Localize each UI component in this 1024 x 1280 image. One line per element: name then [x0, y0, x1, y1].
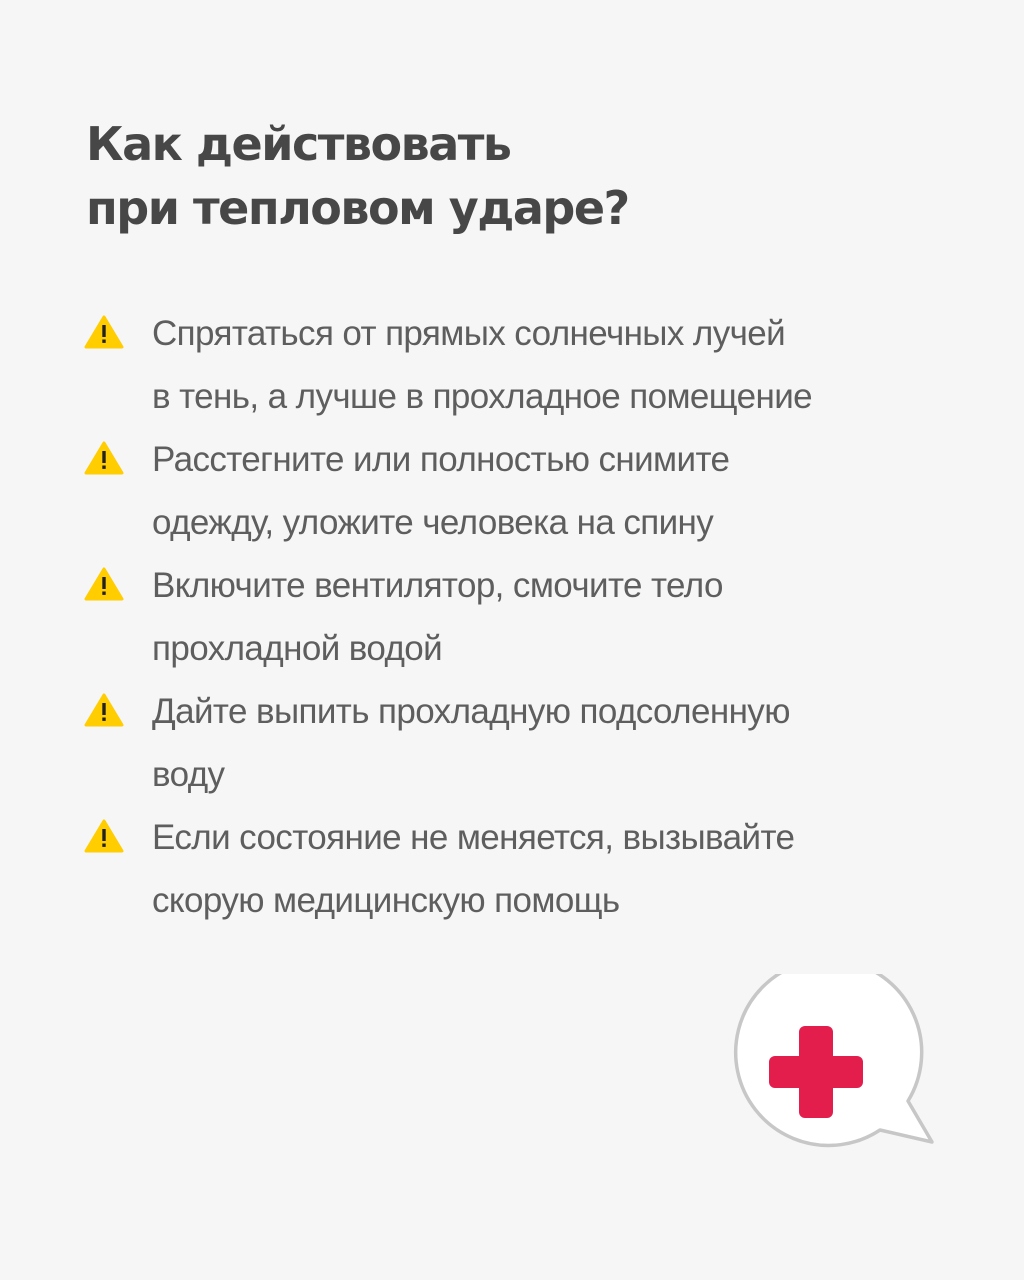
warning-icon [84, 819, 124, 853]
list-item [84, 806, 812, 932]
list-item [84, 428, 812, 554]
list-item [84, 554, 812, 680]
warning-icon [84, 693, 124, 727]
list-item-text: Спрятаться от прямых солнечных лучей в тень, а лучше в прохладное помещение [152, 314, 813, 416]
medical-cross-badge [718, 974, 938, 1174]
list-item-text: Дайте выпить прохладную подсоленную воду [152, 692, 790, 794]
list-item [84, 302, 812, 428]
title-line-2: при тепловом ударе? [86, 181, 629, 235]
warning-icon [84, 567, 124, 601]
warning-icon [84, 315, 124, 349]
list-item-text: Расстегните или полностью снимите одежду, уложите человека на спину [152, 440, 730, 542]
list-item [84, 680, 812, 806]
list-item-text: Если состояние не меняется, вызывайте скорую медицинскую помощь [152, 818, 795, 920]
instructions-list [84, 302, 812, 932]
title-line-1: Как действовать [86, 117, 511, 171]
list-item-text: Включите вентилятор, смочите тело прохладной водой [152, 566, 723, 668]
warning-icon [84, 441, 124, 475]
page-title [86, 112, 629, 240]
